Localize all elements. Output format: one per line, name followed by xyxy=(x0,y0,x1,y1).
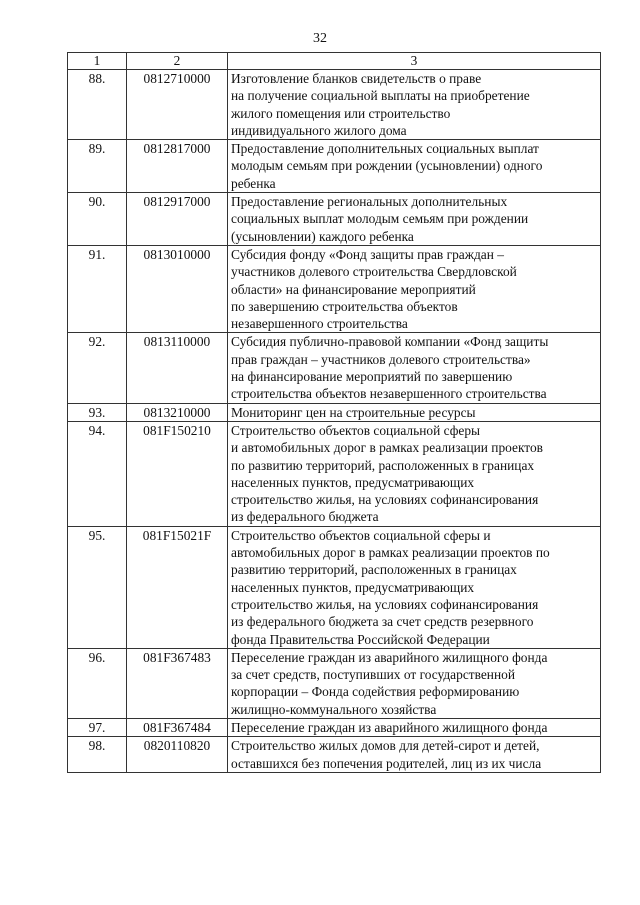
budget-code-cell: 081F367483 xyxy=(127,648,228,718)
description-cell xyxy=(228,140,601,193)
description-cell xyxy=(228,648,601,718)
description-line: корпорации – Фонда содействия реформированию xyxy=(231,684,520,700)
description-line: области» на финансирование мероприятий xyxy=(231,281,476,297)
description-line: Предоставление региональных дополнительных xyxy=(231,194,508,210)
description-line: жилого помещения или строительство xyxy=(231,105,451,121)
table-header-row xyxy=(68,53,601,70)
description-cell xyxy=(228,737,601,773)
table-body xyxy=(68,70,601,773)
description-line: прав граждан – участников долевого строительства» xyxy=(231,351,531,367)
description-line: из федерального бюджета за счет средств резервного xyxy=(231,614,534,630)
description-line: строительства объектов незавершенного строительства xyxy=(231,386,547,402)
budget-code-cell: 081F150210 xyxy=(127,421,228,526)
row-number-cell: 94. xyxy=(68,421,127,526)
description-line: социальных выплат молодым семьям при рождении xyxy=(231,211,529,227)
table-row xyxy=(68,526,601,648)
description-line: жилищно-коммунального хозяйства xyxy=(231,701,437,717)
description-line: Строительство объектов социальной сферы xyxy=(231,422,481,438)
budget-code-cell: 0812817000 xyxy=(127,140,228,193)
budget-codes-table xyxy=(67,52,601,773)
budget-code-cell: 0812710000 xyxy=(127,70,228,140)
row-number-cell: 92. xyxy=(68,333,127,403)
description-line: развитию территорий, расположенных в границах xyxy=(231,562,517,578)
table-row xyxy=(68,333,601,403)
row-number-cell: 98. xyxy=(68,737,127,773)
description-cell xyxy=(228,70,601,140)
description-line: Мониторинг цен на строительные ресурсы xyxy=(231,404,476,420)
row-number-cell: 97. xyxy=(68,718,127,736)
description-line: участников долевого строительства Свердловской xyxy=(231,264,517,280)
budget-code-cell: 0820110820 xyxy=(127,737,228,773)
description-line: Переселение граждан из аварийного жилищного фонда xyxy=(231,719,548,735)
column-header-description: 3 xyxy=(228,53,601,70)
description-line: Строительство объектов социальной сферы и xyxy=(231,527,491,543)
description-cell xyxy=(228,526,601,648)
budget-code-cell: 0813210000 xyxy=(127,403,228,421)
table-row xyxy=(68,403,601,421)
description-line: ребенка xyxy=(231,175,276,191)
column-header-number: 1 xyxy=(68,53,127,70)
row-number-cell: 93. xyxy=(68,403,127,421)
description-line: (усыновлении) каждого ребенка xyxy=(231,228,414,244)
page-number: 32 xyxy=(313,31,327,46)
description-line: за счет средств, поступивших от государственной xyxy=(231,667,516,683)
budget-code-cell: 0812917000 xyxy=(127,193,228,246)
table-row xyxy=(68,718,601,736)
table-row xyxy=(68,421,601,526)
description-cell xyxy=(228,245,601,332)
table-row xyxy=(68,648,601,718)
table-row xyxy=(68,140,601,193)
row-number-cell: 95. xyxy=(68,526,127,648)
description-line: населенных пунктов, предусматривающих xyxy=(231,474,475,490)
description-line: населенных пунктов, предусматривающих xyxy=(231,579,475,595)
row-number-cell: 96. xyxy=(68,648,127,718)
budget-code-cell: 081F367484 xyxy=(127,718,228,736)
description-line: на финансирование мероприятий по завершению xyxy=(231,369,513,385)
description-line: по развитию территорий, расположенных в границах xyxy=(231,457,535,473)
column-header-code: 2 xyxy=(127,53,228,70)
description-line: автомобильных дорог в рамках реализации проектов по xyxy=(231,545,550,561)
description-line: строительство жилья, на условиях софинансирования xyxy=(231,596,539,612)
description-line: Предоставление дополнительных социальных выплат xyxy=(231,141,539,157)
row-number-cell: 91. xyxy=(68,245,127,332)
table-row xyxy=(68,737,601,773)
description-line: из федерального бюджета xyxy=(231,509,379,525)
table-row xyxy=(68,70,601,140)
budget-code-cell: 0813110000 xyxy=(127,333,228,403)
description-line: Строительство жилых домов для детей-сирот и детей, xyxy=(231,738,540,754)
row-number-cell: 90. xyxy=(68,193,127,246)
row-number-cell: 88. xyxy=(68,70,127,140)
description-cell xyxy=(228,403,601,421)
description-line: и автомобильных дорог в рамках реализации проектов xyxy=(231,440,543,456)
description-cell xyxy=(228,193,601,246)
description-line: незавершенного строительства xyxy=(231,316,408,332)
description-line: Субсидия фонду «Фонд защиты прав граждан – xyxy=(231,246,504,262)
description-line: оставшихся без попечения родителей, лиц из их числа xyxy=(231,755,542,771)
description-line: молодым семьям при рождении (усыновлении) одного xyxy=(231,158,543,174)
description-line: Субсидия публично-правовой компании «Фонд защиты xyxy=(231,334,549,350)
row-number-cell: 89. xyxy=(68,140,127,193)
description-cell xyxy=(228,421,601,526)
description-line: фонда Правительства Российской Федерации xyxy=(231,631,490,647)
description-cell xyxy=(228,718,601,736)
description-line: индивидуального жилого дома xyxy=(231,122,407,138)
description-line: строительство жилья, на условиях софинансирования xyxy=(231,492,539,508)
description-cell xyxy=(228,333,601,403)
budget-code-cell: 081F15021F xyxy=(127,526,228,648)
description-line: на получение социальной выплаты на приобретение xyxy=(231,88,530,104)
budget-code-cell: 0813010000 xyxy=(127,245,228,332)
description-line: по завершению строительства объектов xyxy=(231,298,458,314)
table-row xyxy=(68,245,601,332)
description-line: Переселение граждан из аварийного жилищного фонда xyxy=(231,649,548,665)
table-row xyxy=(68,193,601,246)
description-line: Изготовление бланков свидетельств о праве xyxy=(231,71,482,86)
